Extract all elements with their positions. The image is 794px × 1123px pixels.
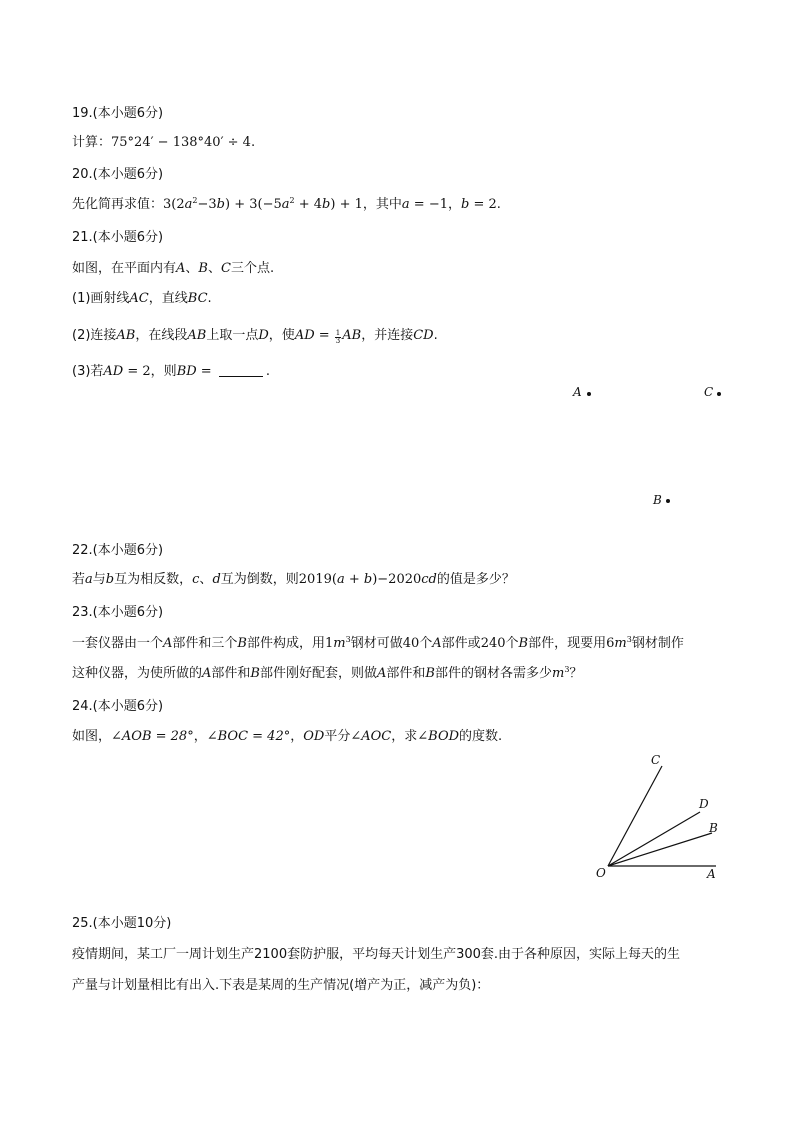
q20-lead: 先化简再求值： — [72, 197, 164, 212]
q21-part1: (1)画射线AC，直线BC. — [72, 291, 212, 306]
q22-header: 22.(本小题6分) — [72, 543, 164, 558]
q21-part3: (3)若AD = 2，则BD = . — [72, 364, 270, 379]
q25-line1: 疫情期间，某工厂一周计划生产2100套防护服，平均每天计划生产300套.由于各种原因，实际上每天的生 — [72, 947, 681, 962]
label-a: A — [707, 867, 716, 881]
q23-header: 23.(本小题6分) — [72, 605, 164, 620]
point-a-label: A — [573, 385, 582, 399]
q21-intro: 如图，在平面内有A、B、C三个点. — [72, 261, 275, 276]
point-b-label: B — [653, 493, 662, 507]
q22-body: 若a与b互为相反数，c、d互为倒数，则2019(a + b)−2020cd的值是多少？ — [72, 572, 515, 587]
q20-header: 20.(本小题6分) — [72, 167, 164, 182]
label-o: O — [596, 866, 606, 880]
q21-part2: (2)连接AB，在线段AB上取一点D，使AD = $\frac{1}{3}$ AB，并连接CD. — [72, 328, 438, 345]
q24-body: 如图，∠AOB = 28°，∠BOC = 42°，OD平分∠AOC，求∠BOD的度数. — [72, 729, 503, 744]
ray-od — [608, 812, 700, 866]
q25-header: 25.(本小题10分) — [72, 916, 172, 931]
q25-line2: 产量与计划量相比有出入.下表是某周的生产情况(增产为正，减产为负)： — [72, 978, 490, 993]
q20-expression: $3(2a^2-3b) + 3(-5a^2 + 4b) + 1$ — [163, 196, 363, 212]
point-c-dot — [717, 392, 721, 396]
q19-lead: 计算： — [72, 135, 112, 150]
q20-body: 先化简再求值：$3(2a^2-3b) + 3(-5a^2 + 4b) + 1$，其中a = −1，b = 2. — [72, 196, 501, 212]
point-b-dot — [666, 499, 670, 503]
q23-line1: 一套仪器由一个A部件和三个B部件构成，用$1m^3$钢材可做40个A部件或240个B部件，现要用$6m^3$钢材制作 — [72, 635, 684, 651]
label-d: D — [699, 797, 709, 811]
point-a-dot — [587, 392, 591, 396]
q19-body — [72, 133, 255, 153]
one-third-fraction: $\frac{1}{3}$ — [335, 329, 341, 345]
q21-header: 21.(本小题6分) — [72, 230, 164, 245]
answer-blank[interactable] — [219, 363, 263, 377]
q24-header: 24.(本小题6分) — [72, 699, 164, 714]
q19-expression: 75°24′ − 138°40′ ÷ 4. — [111, 135, 256, 150]
q23-line2: 这种仪器，为使所做的A部件和B部件刚好配套，则做A部件和B部件的钢材各需多少$m^3$？ — [72, 665, 583, 681]
label-c: C — [651, 753, 661, 767]
label-b: B — [709, 821, 718, 835]
q19-header: 19.(本小题6分) — [72, 106, 164, 121]
point-c-label: C — [704, 385, 714, 399]
